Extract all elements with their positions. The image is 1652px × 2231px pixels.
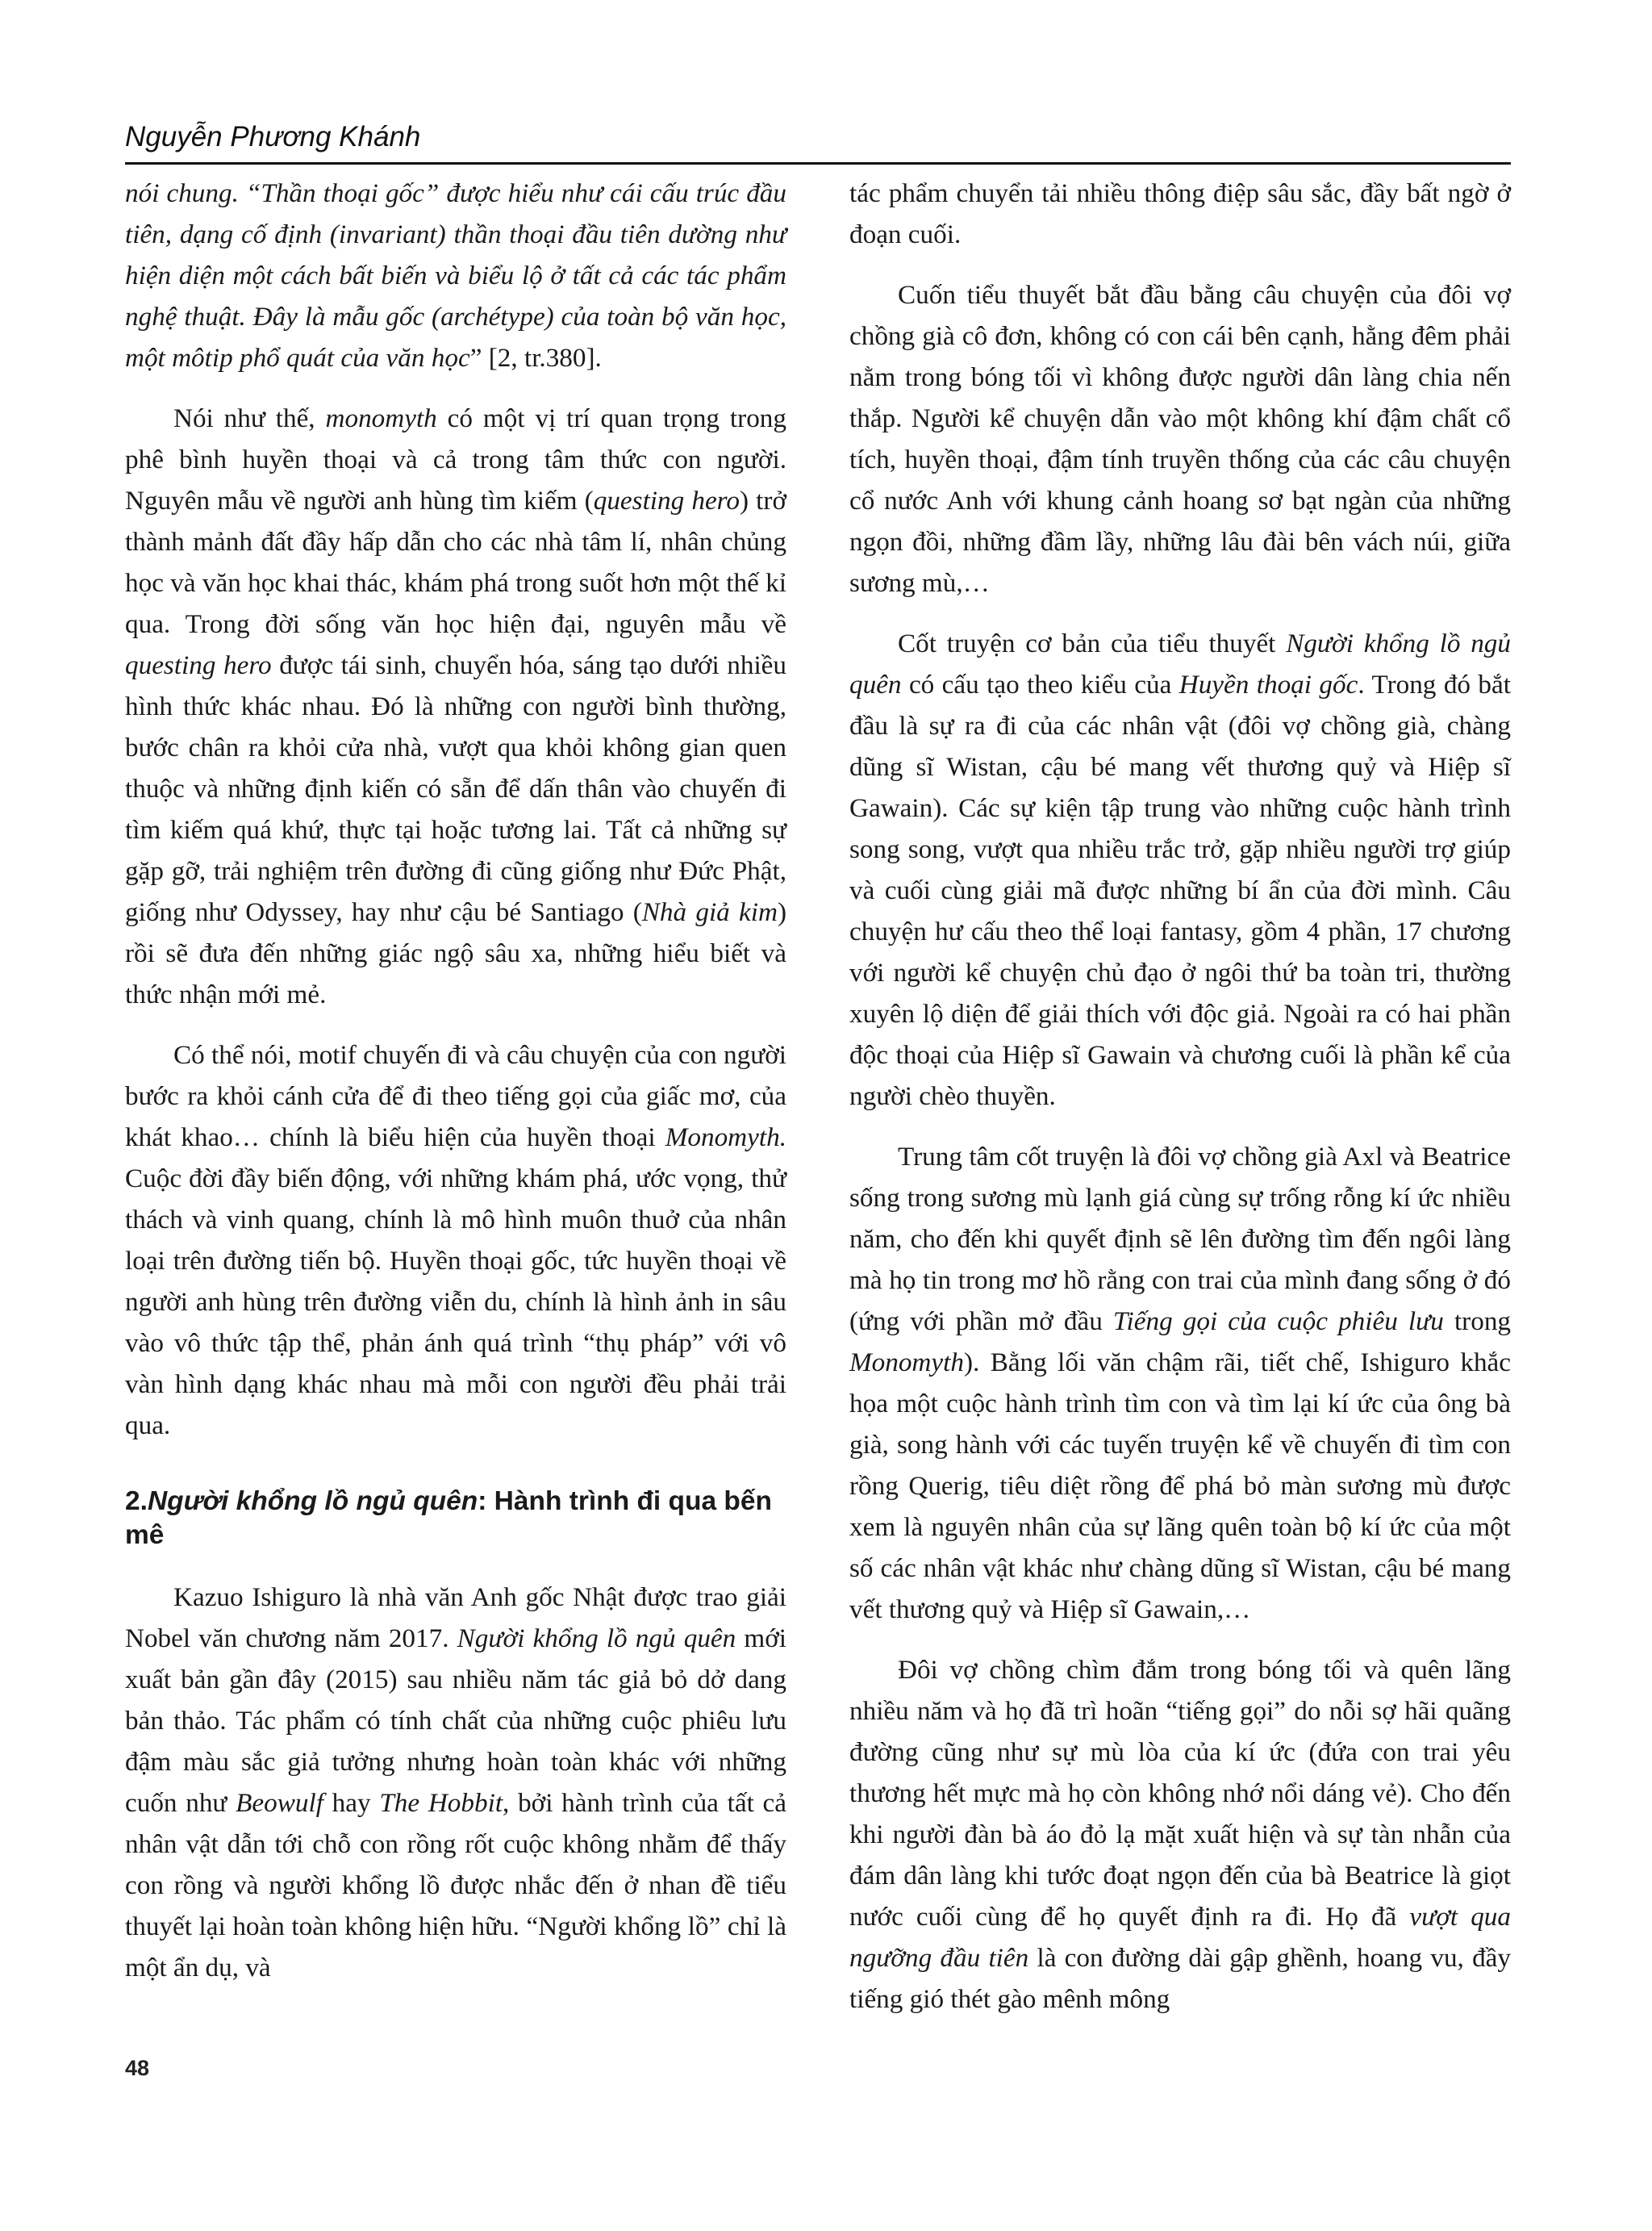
header-divider [125,162,1511,165]
paragraph-plot [849,623,1511,1117]
text-run: Nói như thế, [173,403,326,433]
italic-run: vượt qua ngưỡng đầu tiên [849,1902,1511,1973]
italic-run: Nhà giả kim [641,897,778,927]
paragraph-ishiguro [125,1577,786,1988]
text-run: , bởi hành trình của tất cả nhân vật dẫn tới chỗ con rồng rốt cuộc không nhằm để thấy con rồng và người khổng lồ được nhắc đến ở nhan đề tiểu thuyết lại hoàn toàn không hiện hữu. “Người khổng lồ” chỉ là một ẩn dụ, và [125,1788,786,1982]
text-run: là con đường dài gập ghềnh, hoang vu, đầy tiếng gió thét gào mênh mông [849,1943,1512,2014]
left-column [125,173,786,2007]
text-run: trong [1443,1306,1512,1336]
italic-run: questing hero [125,650,272,680]
italic-run: questing hero [593,486,740,516]
text-run: Cốt truyện cơ bản của tiểu thuyết [898,629,1287,658]
paragraph-opening: Cuốn tiểu thuyết bắt đầu bằng câu chuyện của đôi vợ chồng già cô đơn, không có con cái bên cạnh, hằng đêm phải nằm trong bóng tối vì không được người dân làng chia nến thắp. Người kể chuyện dẫn vào một không khí đậm chất cổ tích, huyền thoại, đậm tính truyền thống của các câu chuyện cổ nước Anh với khung cảnh hoang sơ bạt ngàn của những ngọn đồi, những đầm lầy, những lâu đài bên vách núi, giữa sương mù,… [849,280,1511,598]
text-run: Kazuo Ishiguro là nhà văn Anh gốc Nhật được trao giải Nobel văn chương năm 2017. [125,1582,786,1653]
italic-run: Huyền thoại gốc [1179,670,1358,700]
text-run: hay [323,1788,380,1818]
section-title-italic: Người khổng lồ ngủ quên [147,1486,478,1516]
text-run: Có thể nói, motif chuyến đi và câu chuyện của con người bước ra khỏi cánh cửa để đi theo tiếng gọi của giấc mơ, của khát khao… chính là biểu hiện của huyền thoại [125,1040,786,1152]
text-run: ) rồi sẽ đưa đến những giác ngộ sâu xa, những hiểu biết và thức nhận mới mẻ. [125,897,786,1009]
italic-run: The Hobbit [379,1788,503,1818]
text-run: mới xuất bản gần đây (2015) sau nhiều năm tác giả bỏ dở dang bản thảo. Tác phẩm có tính chất của những cuộc phiêu lưu đậm màu sắc giả tưởng nhưng hoàn toàn khác với những cuốn như [125,1623,786,1818]
quote-text: nói chung. “Thần thoại gốc” được hiểu như cái cấu trúc đầu tiên, dạng cố định (invariant) thần thoại đầu tiên dường như hiện diện một cách bất biến và biểu lộ ở tất cả các tác phẩm nghệ thuật. Đây là mẫu gốc (archétype) của toàn bộ văn học, một môtip phổ quát của văn học [125,178,786,373]
paragraph-center [849,1136,1511,1630]
text-run: ). Bằng lối văn chậm rãi, tiết chế, Ishiguro khắc họa một cuộc hành trình tìm con và tìm lại kí ức của ông bà già, song hành với các tuyến truyện kể về chuyến đi tìm con rồng Querig, tiêu diệt rồng để phá bỏ màn sương mù được xem là nguyên nhân của sự lãng quên toàn bộ kí ức của một số các nhân vật khác như chàng dũng sĩ Wistan, cậu bé mang vết thương quỷ và Hiệp sĩ Gawain,… [849,1347,1511,1624]
paragraph-monomyth [125,398,786,1015]
text-run: có cấu tạo theo kiểu của [901,670,1179,700]
text-run: . Trong đó bắt đầu là sự ra đi của các nhân vật (đôi vợ chồng già, chàng dũng sĩ Wistan, cậu bé mang vết thương quỷ và Hiệp sĩ Gawain). Các sự kiện tập trung vào những cuộc hành trình song song, vượt qua nhiều trắc trở, gặp nhiều người trợ giúp và cuối cùng giải mã được những bí ẩn của đời mình. Câu chuyện hư cấu theo thể loại fantasy, gồm 4 phần, 17 chương với người kể chuyện chủ đạo ở ngôi thứ ba toàn tri, thường xuyên lộ diện để giải thích với độc giả. Ngoài ra có hai phần độc thoại của Hiệp sĩ Gawain và chương cuối là phần kể của người chèo thuyền. [849,670,1511,1111]
paragraph-continued [125,173,786,378]
italic-run: Monomyth [849,1347,964,1377]
running-header-author: Nguyễn Phương Khánh [125,121,421,152]
paragraph-motif [125,1034,786,1446]
paragraph-couple [849,1649,1511,2020]
section-title-rest: : Hành trình đi qua bến mê [125,1486,772,1550]
text-run: ) trở thành mảnh đất đầy hấp dẫn cho các nhà tâm lí, nhân chủng học và văn học khai thác, khám phá trong suốt hơn một thế kỉ qua. Trong đời sống văn học hiện đại, nguyên mẫu về [125,486,787,639]
section-number: 2. [125,1486,148,1516]
italic-run: Người khổng lồ ngủ quên [849,629,1511,700]
italic-run: Tiếng gọi của cuộc phiêu lưu [1112,1306,1444,1336]
text-run: Trung tâm cốt truyện là đôi vợ chồng già Axl và Beatrice sống trong sương mù lạnh giá cùng sự trống rỗng kí ức nhiều năm, cho đến khi quyết định sẽ lên đường tìm đến ngôi làng mà họ tin trong mơ hồ rằng con trai của mình đang sống ở đó (ứng với phần mở đầu [849,1142,1511,1336]
italic-run: monomyth [325,403,437,433]
text-run: Cuộc đời đầy biến động, với những khám phá, ước vọng, thử thách và vinh quang, chính là mô hình muôn thuở của nhân loại trên đường tiến bộ. Huyền thoại gốc, tức huyền thoại về người anh hùng trên đường viễn du, chính là hình ảnh in sâu vào vô thức tập thể, phản ánh quá trình “thụ pháp” với vô vàn hình dạng khác nhau mà mỗi con người đều phải trải qua. [125,1164,786,1440]
italic-run: Beowulf [236,1788,323,1818]
italic-run: Monomyth. [665,1122,786,1152]
text-run: được tái sinh, chuyển hóa, sáng tạo dưới nhiều hình thức khác nhau. Đó là những con người bình thường, bước chân ra khỏi cửa nhà, vượt qua khỏi không gian quen thuộc và những định kiến có sẵn để dấn thân vào chuyến đi tìm kiếm quá khứ, thực tại hoặc tương lai. Tất cả những sự gặp gỡ, trải nghiệm trên đường đi cũng giống như Đức Phật, giống như Odyssey, hay như cậu bé Santiago ( [125,650,786,927]
text-run: có một vị trí quan trọng trong phê bình huyền thoại và cả trong tâm thức con người. Nguyên mẫu về người anh hùng tìm kiếm ( [125,403,786,516]
paragraph-continued: tác phẩm chuyển tải nhiều thông điệp sâu sắc, đầy bất ngờ ở đoạn cuối. [849,178,1511,249]
right-column [849,173,1511,2039]
citation-text: ” [2, tr.380]. [469,343,602,373]
text-run: Đôi vợ chồng chìm đắm trong bóng tối và quên lãng nhiều năm và họ đã trì hoãn “tiếng gọi” do nỗi sợ hãi quãng đường cũng như sự mù lòa của kí ức (đứa con trai yêu thương hết mực mà họ còn không nhớ nổi dáng vẻ). Cho đến khi người đàn bà áo đỏ lạ mặt xuất hiện và sự tàn nhẫn của đám dân làng khi tước đoạt ngọn đến của bà Beatrice là giọt nước cuối cùng để họ quyết định ra đi. Họ đã [849,1655,1511,1932]
italic-run: Người khổng lồ ngủ quên [457,1623,736,1653]
page-number: 48 [125,2056,150,2080]
section-heading [125,1485,786,1552]
